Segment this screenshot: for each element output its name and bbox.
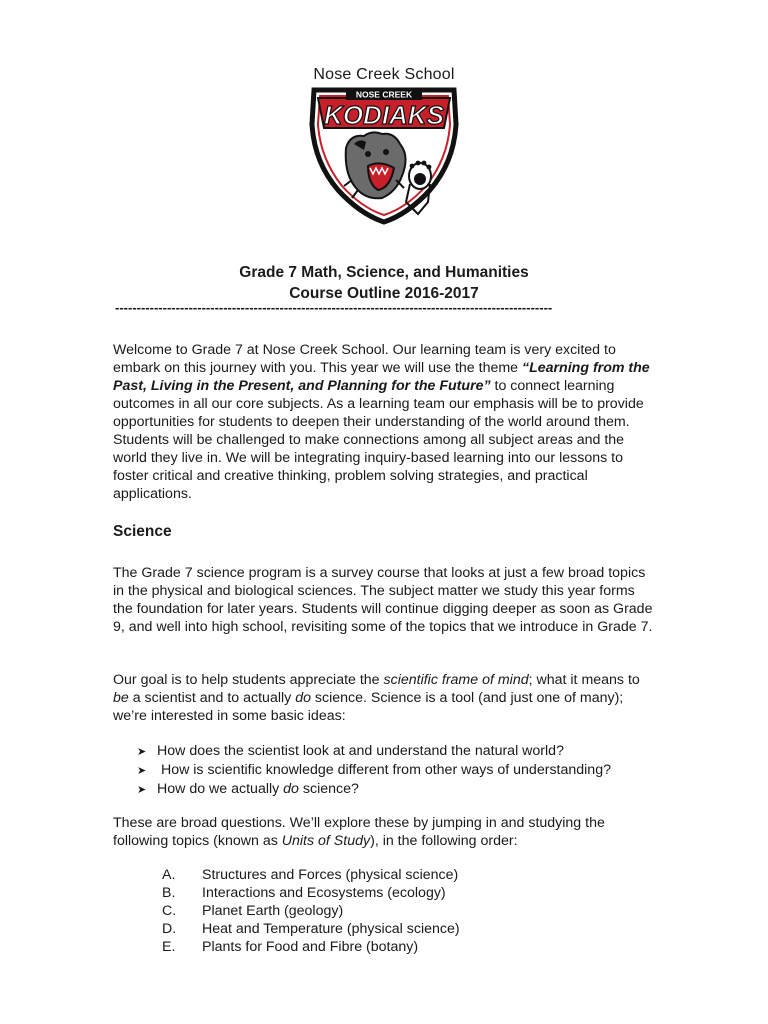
bullet-text: How does the scientist look at and understand the natural world? (157, 743, 564, 759)
list-item (162, 902, 622, 920)
sci2-part2: ; what it means to (528, 672, 640, 688)
dashed-divider: ----------------------------------------------------------------------------------------------------- (115, 300, 553, 315)
science-paragraph-1: The Grade 7 science program is a survey course that looks at just a few broad topics in the physical and biological sciences. The subject matter we study this year forms the foundation for later years. Students will continue digging deeper as soon as Grade 9, and well into high school, revisiting some of the topics that we introduce in Grade 7. (113, 565, 653, 635)
unit-text: Plants for Food and Fibre (botany) (202, 939, 419, 955)
unit-text: Structures and Forces (physical science) (202, 867, 459, 883)
unit-letter: D. (162, 921, 177, 937)
unit-letter: E. (162, 939, 176, 955)
list-item (162, 884, 622, 902)
unit-text: Interactions and Ecosystems (ecology) (202, 885, 446, 901)
science-questions-list (137, 742, 667, 799)
bullet-before: How do we actually (157, 781, 284, 797)
science-paragraph-2 (113, 671, 658, 725)
sci2-em-be: be (113, 690, 129, 706)
list-item (162, 920, 622, 938)
kodiaks-logo (306, 84, 462, 226)
list-item (137, 780, 667, 799)
unit-text: Heat and Temperature (physical science) (202, 921, 460, 937)
intro-text-before: Welcome to Grade 7 at Nose Creek School. Our learning team is very excited to embark on this journey with you. This year we will use the theme (113, 342, 616, 376)
list-item (137, 742, 667, 761)
sci2-em-do: do (295, 690, 311, 706)
intro-paragraph (113, 341, 658, 503)
sci3-part1: These are broad questions. We’ll explore these by jumping in and studying the following topics (known as (113, 815, 605, 849)
sci2-part1: Our goal is to help students appreciate the (113, 672, 384, 688)
course-subtitle: Course Outline 2016-2017 (289, 285, 479, 302)
bullet-text (157, 780, 359, 798)
unit-letter: C. (162, 903, 177, 919)
sci2-part3: a scientist and to actually (128, 690, 296, 706)
sci2-em-frame: scientific frame of mind (383, 672, 529, 688)
list-item (162, 938, 622, 956)
bullet-em: do (283, 781, 299, 797)
course-title: Grade 7 Math, Science, and Humanities (239, 264, 529, 281)
arrow-bullet-icon: ➤ (137, 746, 147, 758)
bullet-text: How is scientific knowledge different from other ways of understanding? (157, 762, 611, 778)
logo-main-text: KODIAKS (324, 100, 444, 130)
unit-text: Planet Earth (geology) (202, 903, 344, 919)
science-paragraph-3 (113, 814, 658, 850)
sci3-em: Units of Study (281, 833, 371, 849)
sci3-part2: ), in the following order: (370, 833, 518, 849)
arrow-bullet-icon: ➤ (137, 784, 147, 796)
bullet-after: science? (298, 781, 359, 797)
intro-text-after: to connect learning outcomes in all our core subjects. As a learning team our emphasis will be to provide opportunities for students to deepen their understanding of the world around them. Students will be challenged to make connections among all subject areas and the world they live in. We will be integrating inquiry-based learning into our lessons to foster critical and creative thinking, problem solving strategies, and practical applications. (113, 378, 644, 502)
unit-letter: B. (162, 885, 176, 901)
school-name: Nose Creek School (313, 66, 455, 83)
science-heading: Science (113, 523, 172, 540)
list-item (137, 761, 667, 780)
list-item (162, 866, 622, 884)
intro-theme: “Learning from the Past, Living in the Present, and Planning for the Future” (113, 360, 650, 394)
units-of-study-list (162, 866, 622, 956)
unit-letter: A. (162, 867, 176, 883)
sci2-part4: science. Science is a tool (and just one of many); we’re interested in some basic ideas: (113, 690, 624, 724)
arrow-bullet-icon: ➤ (137, 765, 147, 777)
course-title-block (0, 262, 768, 304)
logo-top-text: NOSE CREEK (355, 89, 413, 100)
